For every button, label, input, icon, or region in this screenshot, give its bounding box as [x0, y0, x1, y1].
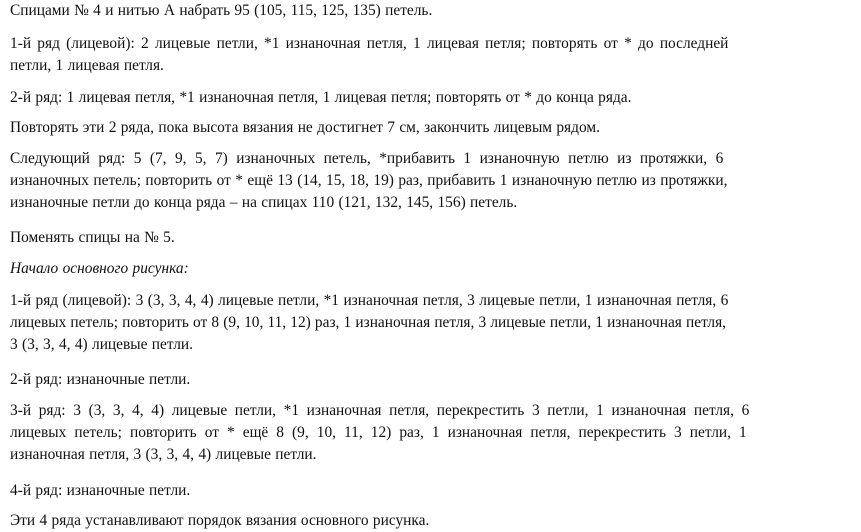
- paragraph-main-pattern-heading: [10, 258, 189, 280]
- text-line: Начало основного рисунка:: [10, 260, 189, 277]
- text-line: 2-й ряд: изнаночные петли.: [10, 371, 191, 388]
- paragraph-pattern-established: [10, 510, 429, 532]
- text-line: 3 (3, 3, 4, 4) лицевые петли.: [10, 336, 193, 353]
- paragraph-cast-on: [10, 0, 432, 22]
- text-line: Спицами № 4 и нитью А набрать 95 (105, 115, 125, 135) петель.: [10, 2, 433, 19]
- paragraph-pattern-row-3: [10, 400, 852, 466]
- text-line: 2-й ряд: 1 лицевая петля, *1 изнаночная петля, 1 лицевая петля; повторять от * до конца ряда.: [10, 89, 632, 106]
- paragraph-repeat-rows: [10, 117, 600, 139]
- text-line: 4-й ряд: изнаночные петли.: [10, 482, 191, 499]
- text-line: Эти 4 ряда устанавливают порядок вязания основного рисунка.: [10, 512, 430, 529]
- text-line: Повторять эти 2 ряда, пока высота вязания не достигнет 7 см, закончить лицевым рядом.: [10, 119, 600, 136]
- text-line: Следующий ряд: 5 (7, 9, 5, 7) изнаночных петель, *прибавить 1 изнаночную петлю из протяжки, 6: [10, 150, 724, 167]
- text-line: 1-й ряд (лицевой): 2 лицевые петли, *1 изнаночная петля, 1 лицевая петля; повторять от * до последней: [10, 35, 729, 52]
- paragraph-row-2-rib: [10, 87, 631, 109]
- text-line: изнаночных петель; повторить от * ещё 13 (14, 15, 18, 19) раз, прибавить 1 изнаночную петлю из протяжки,: [10, 172, 728, 189]
- text-line: Поменять спицы на № 5.: [10, 229, 175, 246]
- paragraph-row-1-rib: [10, 33, 852, 77]
- text-line: 1-й ряд (лицевой): 3 (3, 3, 4, 4) лицевые петли, *1 изнаночная петля, 3 лицевые петли, 1 изнаночная петля, 6: [10, 292, 729, 309]
- text-line: изнаночные петли до конца ряда – на спицах 110 (121, 132, 145, 156) петель.: [10, 194, 518, 211]
- paragraph-next-row-increase: [10, 148, 852, 214]
- text-line: лицевых петель; повторить от * ещё 8 (9, 10, 11, 12) раз, 1 изнаночная петля, перекрестить 3 петли, 1: [10, 424, 747, 441]
- paragraph-pattern-row-2: [10, 369, 190, 391]
- text-line: лицевых петель; повторить от 8 (9, 10, 11, 12) раз, 1 изнаночная петля, 3 лицевые петли, 1 изнаночная петля,: [10, 314, 727, 331]
- text-line: петли, 1 лицевая петля.: [10, 57, 164, 74]
- paragraph-pattern-row-1: [10, 290, 852, 356]
- text-line: 3-й ряд: 3 (3, 3, 4, 4) лицевые петли, *1 изнаночная петля, перекрестить 3 петли, 1 изнаночная петля, 6: [10, 402, 750, 419]
- paragraph-pattern-row-4: [10, 480, 190, 502]
- paragraph-change-needles: [10, 227, 175, 249]
- text-line: изнаночная петля, 3 (3, 3, 4, 4) лицевые петли.: [10, 446, 317, 463]
